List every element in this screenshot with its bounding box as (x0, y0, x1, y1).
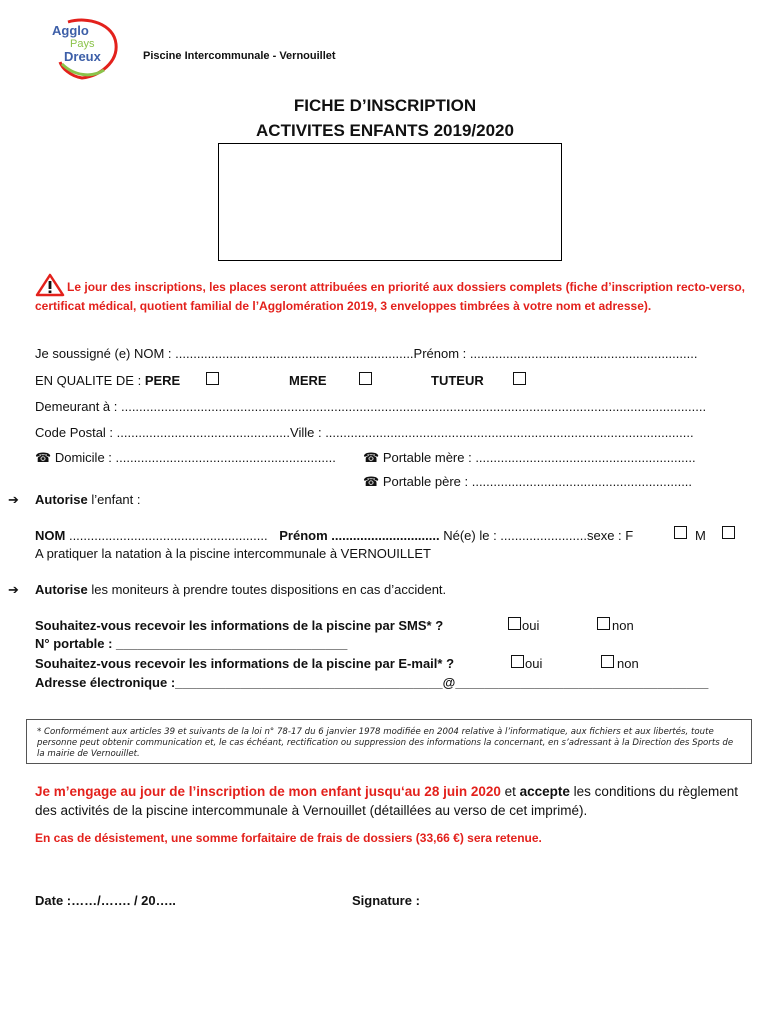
form-title: FICHE D’INSCRIPTION (293, 96, 477, 115)
enfant-line (35, 528, 633, 543)
email-address-line: Adresse électronique :_____________________________________@___________________________________ (35, 675, 709, 690)
sms-oui-label: oui (522, 618, 540, 633)
logo-text-dreux: Dreux (64, 49, 101, 64)
natation-line: A pratiquer la natation à la piscine intercommunale à VERNOUILLET (35, 546, 431, 561)
autorise-label: Autorise (35, 492, 88, 507)
phone-icon: ☎ (363, 474, 380, 489)
pere-label: PERE (144, 373, 181, 388)
demeurant-line: Demeurant à : .................................................................................................................................................................. (35, 399, 707, 414)
header-title: Piscine Intercommunale - Vernouillet (143, 50, 336, 62)
tuteur-checkbox[interactable] (513, 372, 526, 385)
domicile-text: Domicile : ............................................................. (54, 450, 336, 465)
engagement-et: et (500, 784, 520, 799)
email-oui-label: oui (525, 656, 543, 671)
sexe-m-label: M (695, 528, 706, 543)
legal-footnote: * Conformément aux articles 39 et suivants de la loi n° 78-17 du 6 janvier 1978 modifiée en 2004 relative à l’informatique, aux fichiers et aux libertés, toute personne peut obtenir communication et, le cas échéant, rectification ou suppression des informations la concernant, en s’adressant à la Direction des Sports de la mairie de Vernouillet. (26, 719, 752, 764)
email-non-label: non (617, 656, 639, 671)
form-subtitle: ACTIVITES ENFANTS 2019/2020 (256, 121, 514, 140)
arrow-icon: ➔ (8, 582, 19, 597)
portable-mere-line (363, 450, 696, 466)
autorise-text: les moniteurs à prendre toutes dispositions en cas d’accident. (87, 582, 447, 597)
logo-text-agglo: Agglo (52, 23, 89, 38)
email-non-checkbox[interactable] (601, 655, 614, 668)
sms-non-label: non (612, 618, 634, 633)
sexe-f-checkbox[interactable] (674, 526, 687, 539)
code-postal-line: Code Postal : ................................................Ville : ...................................................................................................... (35, 425, 694, 440)
date-field: Date :……/……. / 20….. (35, 893, 176, 908)
portable-pere-line (363, 474, 692, 490)
autorise-enfant-line (35, 492, 141, 507)
warning-icon (35, 273, 65, 297)
email-oui-checkbox[interactable] (511, 655, 524, 668)
logo-text-pays: Pays (70, 38, 95, 50)
engagement-red: Je m’engage au jour de l’inscription de mon enfant jusqu‘au 28 juin 2020 (35, 784, 501, 799)
desistement-notice: En cas de désistement, une somme forfaitaire de frais de dossiers (33,66 €) sera retenue. (35, 831, 542, 845)
prenom-label: Prénom (279, 528, 328, 543)
portable-pere-text: Portable père : ............................................................. (382, 474, 693, 489)
qualite-line (35, 373, 180, 388)
domicile-line (35, 450, 336, 466)
soussigne-line: Je soussigné (e) NOM : ..................................................................Prénom : ............................................................... (35, 346, 698, 361)
sms-question: Souhaitez-vous recevoir les informations de la piscine par SMS* ? (35, 618, 444, 633)
mere-checkbox[interactable] (359, 372, 372, 385)
portable-mere-text: Portable mère : ............................................................. (382, 450, 696, 465)
photo-box (218, 143, 562, 261)
portable-number-line: N° portable : ________________________________ (35, 636, 348, 651)
signature-field: Signature : (352, 893, 420, 908)
nom-label: NOM (35, 528, 66, 543)
qualite-label: EN QUALITE DE : (35, 373, 145, 388)
engagement-rest: les conditions du règlement des activités de la piscine intercommunale à Vernouillet (détaillées au verso de cet imprimé). (35, 784, 739, 818)
autorise-label: Autorise (35, 582, 88, 597)
pere-checkbox[interactable] (206, 372, 219, 385)
nom-dots: ....................................................... (65, 528, 268, 543)
sexe-m-checkbox[interactable] (722, 526, 735, 539)
agglo-pays-dreux-logo (48, 18, 120, 82)
engagement-accepte: accepte (519, 784, 570, 799)
warning-notice (35, 273, 745, 315)
autorise-moniteurs-line (35, 582, 446, 597)
naissance-text: Né(e) le : ........................sexe : F (439, 528, 634, 543)
warning-text: Le jour des inscriptions, les places seront attribuées en priorité aux dossiers complets (fiche d’inscription recto-verso, certificat médical, quotient familial de l’Agglomération 2019, 3 enveloppes timbrées à votre nom et adresse). (35, 280, 745, 313)
tuteur-label: TUTEUR (431, 373, 484, 388)
arrow-icon: ➔ (8, 492, 19, 507)
email-question: Souhaitez-vous recevoir les informations de la piscine par E-mail* ? (35, 656, 455, 671)
mere-label: MERE (289, 373, 327, 388)
autorise-text: l’enfant : (87, 492, 141, 507)
sms-non-checkbox[interactable] (597, 617, 610, 630)
prenom-dots: .............................. (327, 528, 440, 543)
engagement-paragraph (35, 782, 755, 820)
phone-icon: ☎ (35, 450, 52, 465)
phone-icon: ☎ (363, 450, 380, 465)
sms-oui-checkbox[interactable] (508, 617, 521, 630)
